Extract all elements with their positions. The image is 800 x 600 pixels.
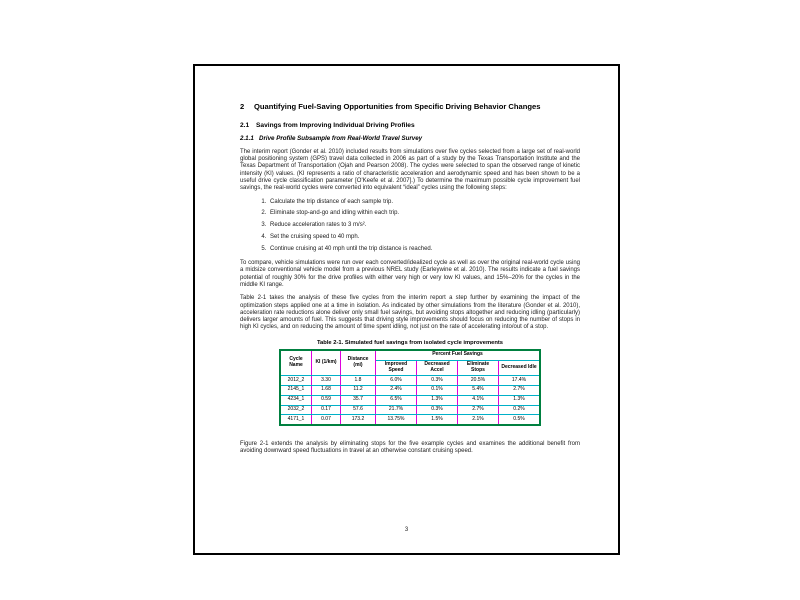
table-cell: 2145_1 [280, 385, 312, 395]
page-number: 3 [404, 527, 409, 533]
table-row [280, 385, 540, 395]
table-cell: 1.68 [312, 385, 341, 395]
table-cell: 5.4% [458, 385, 499, 395]
table-caption: Table 2-1. Simulated fuel savings from isolated cycle improvements [316, 339, 504, 346]
table-cell: 4171_1 [280, 415, 312, 425]
col-header-cycle-name: Cycle Name [280, 350, 312, 376]
table-cell: 0.3% [417, 405, 458, 415]
step-item: 5. Continue cruising at 40 mph until the trip distance is reached. [268, 246, 580, 253]
col-header-improved-speed: Improved Speed [376, 360, 417, 376]
improvement-steps-list [240, 199, 580, 253]
table-cell: 17.4% [499, 376, 541, 386]
table-cell: 173.2 [341, 415, 376, 425]
section-number: 2 [240, 102, 245, 111]
col-header-ki: KI (1/km) [312, 350, 341, 376]
table-cell: 2.1% [458, 415, 499, 425]
table-cell: 2.7% [499, 385, 541, 395]
table-cell: 0.1% [417, 385, 458, 395]
table-cell: 20.5% [458, 376, 499, 386]
table-cell: 0.59 [312, 395, 341, 405]
table-cell: 35.7 [341, 395, 376, 405]
paragraph-4: Figure 2-1 extends the analysis by eliminating stops for the five example cycles and examines the additional benefit from avoiding downward speed fluctuations in travel at an otherwise constant cruising speed. [240, 441, 580, 455]
subsubsection-number: 2.1.1 [240, 135, 254, 143]
col-header-group-percent-fuel-savings: Percent Fuel Savings [376, 350, 541, 360]
table-row [280, 376, 540, 386]
subsubsection-title: Drive Profile Subsample from Real-World Travel Survey [259, 135, 423, 143]
step-item: 2. Eliminate stop-and-go and idling within each trip. [268, 210, 580, 217]
table-cell: 1.8 [341, 376, 376, 386]
table-cell: 0.07 [312, 415, 341, 425]
table-cell: 2.7% [458, 405, 499, 415]
table-cell: 3.30 [312, 376, 341, 386]
col-header-distance: Distance (mi) [341, 350, 376, 376]
table-cell: 4.1% [458, 395, 499, 405]
table-cell: 0.3% [417, 376, 458, 386]
table-cell: 57.6 [341, 405, 376, 415]
page [193, 64, 620, 555]
paragraph-2: To compare, vehicle simulations were run over each converted/idealized cycle as well as over the original real-world cycle using a midsize conventional vehicle model from a previous NREL study (Earleywine et al. 2010). The results indicate a fuel savings potential of roughly 30% for the drive profiles with either very high or very low KI values, and 15%–20% for the cycles in the middle KI range. [240, 260, 580, 288]
table-cell: 1.5% [417, 415, 458, 425]
subsubsection-heading [240, 135, 580, 143]
table-cell: 2012_2 [280, 376, 312, 386]
table-cell: 1.3% [417, 395, 458, 405]
table-cell: 2032_2 [280, 405, 312, 415]
table-row [280, 415, 540, 425]
table-cell: 1.3% [499, 395, 541, 405]
step-item: 1. Calculate the trip distance of each sample trip. [268, 199, 580, 206]
table-cell: 21.7% [376, 405, 417, 415]
section-heading [240, 102, 580, 111]
table-cell: 4234_1 [280, 395, 312, 405]
section-title: Quantifying Fuel-Saving Opportunities from Specific Driving Behavior Changes [254, 102, 541, 111]
step-item: 3. Reduce acceleration rates to 3 m/s². [268, 222, 580, 229]
table-cell: 0.17 [312, 405, 341, 415]
fuel-savings-table [279, 349, 541, 426]
table-cell: 6.5% [376, 395, 417, 405]
col-header-eliminate-stops: Eliminate Stops [458, 360, 499, 376]
table-row [280, 395, 540, 405]
table-row [280, 405, 540, 415]
subsection-heading [240, 122, 580, 130]
table-cell: 6.0% [376, 376, 417, 386]
col-header-decreased-accel: Decreased Accel [417, 360, 458, 376]
table-cell: 2.4% [376, 385, 417, 395]
table-cell: 0.2% [499, 405, 541, 415]
paragraph-3: Table 2-1 takes the analysis of these five cycles from the interim report a step further by examining the impact of the optimization steps applied one at a time in isolation. As indicated by other simulations from the literature (Gonder et al. 2010), acceleration rate reductions alone deliver only small fuel savings, but avoiding stops altogether and reducing idling (particularly) delivers larger amounts of fuel. This suggests that driving style improvements should focus on reducing the number of stops in high KI cycles, and on reducing the amount of time spent idling, not just on the rate of accelerating into/out of a stop. [240, 295, 580, 331]
table-cell: 0.5% [499, 415, 541, 425]
subsection-title: Savings from Improving Individual Driving Profiles [256, 122, 415, 130]
page-content [240, 102, 580, 462]
table-cell: 13.75% [376, 415, 417, 425]
paragraph-1: The interim report (Gonder et al. 2010) included results from simulations over five cycles selected from a large set of real-world global positioning system (GPS) travel data collected in 2006 as part of a study by the Texas Transportation Institute and the Texas Department of Transportation (Ojah and Pearson 2008). The cycles were selected to span the observed range of kinetic intensity (KI) values. (KI represents a ratio of characteristic acceleration and aerodynamic speed and has been shown to be a useful drive cycle classification parameter [O'Keefe et al. 2007].) To determine the maximum possible cycle improvement fuel savings, the real-world cycles were converted into equivalent “ideal” cycles using the following steps: [240, 148, 580, 192]
table-cell: 11.2 [341, 385, 376, 395]
step-item: 4. Set the cruising speed to 40 mph. [268, 234, 580, 241]
col-header-decreased-idle: Decreased Idle [499, 360, 541, 376]
subsection-number: 2.1 [240, 122, 250, 130]
